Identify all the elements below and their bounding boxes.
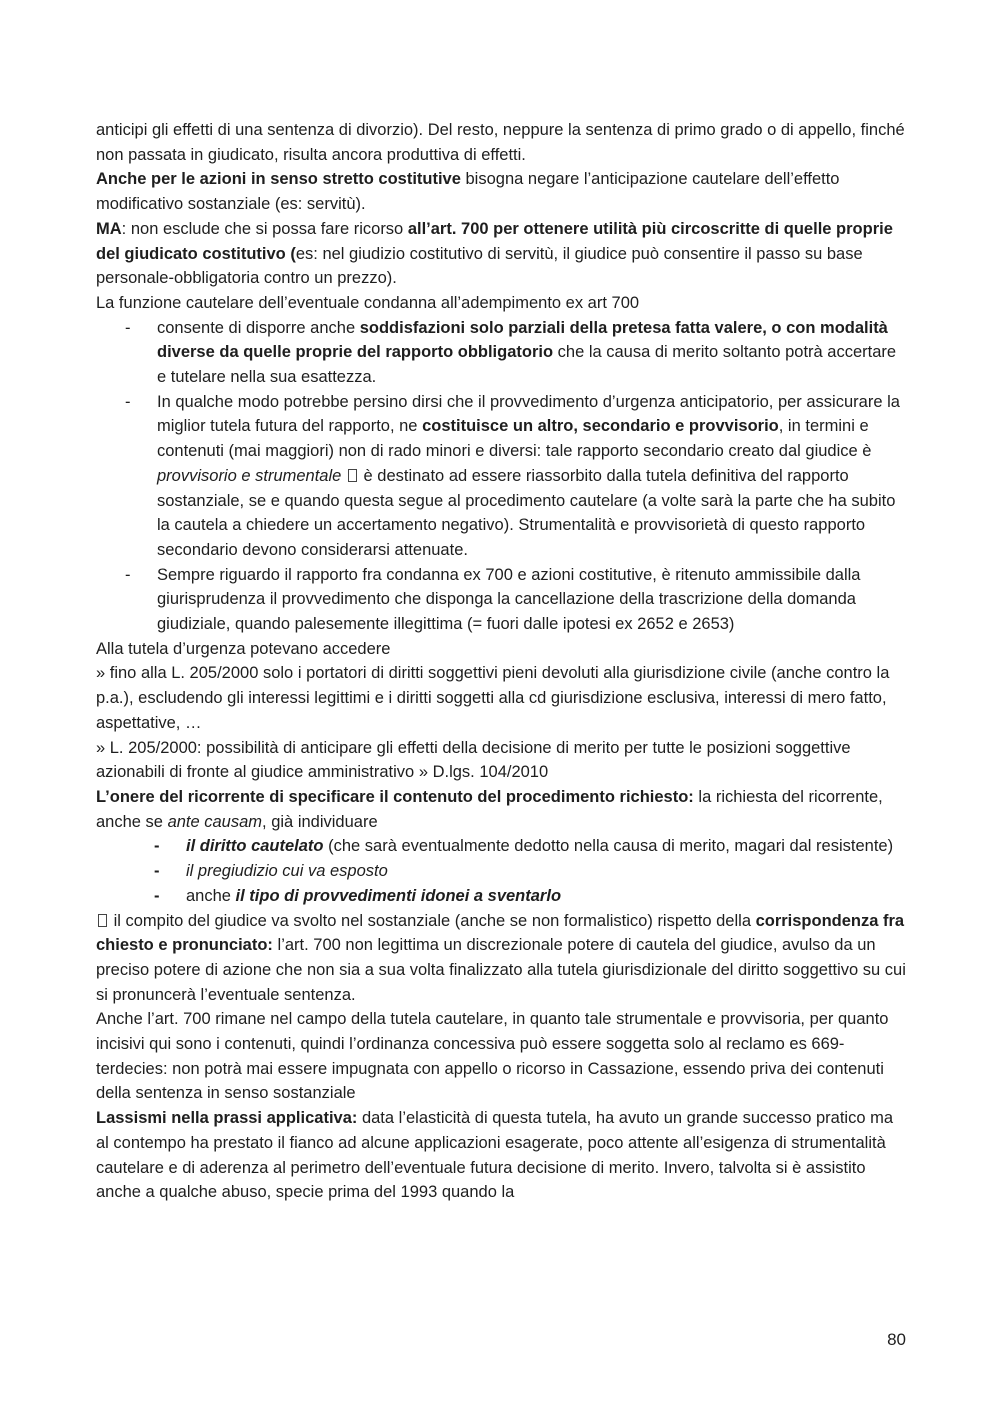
document-page: [96, 118, 906, 1205]
paragraph-2: Anche per le azioni in senso stretto costitutive bisogna negare l’anticipazione cautelare dell’effetto modificativo sostanziale (es: servitù).: [96, 170, 840, 214]
paragraph-10: Anche l’art. 700 rimane nel campo della tutela cautelare, in quanto tale strumentale e provvisoria, per quanto incisivi qui sono i contenuti, quindi l’ordinanza concessiva può essere soggetta solo al reclamo es 669-terdecies: non potrà mai essere impugnata con appello o ricorso in Cassazione, essendo priva dei contenuti della sentenza in senso sostanziale: [96, 1010, 889, 1103]
paragraph-1: anticipi gli effetti di una sentenza di divorzio). Del resto, neppure la sentenza di primo grado o di appello, finché non passata in giudicato, risulta ancora produttiva di effetti.: [96, 121, 905, 164]
dash-list-2: [96, 834, 906, 908]
paragraph-8: L’onere del ricorrente di specificare il contenuto del procedimento richiesto: la richiesta del ricorrente, anche se ante causam, già individuare: [96, 787, 883, 831]
list-item: - anche il tipo di provvedimenti idonei a sventarlo: [154, 886, 562, 905]
list-item: - consente di disporre anche soddisfazioni solo parziali della pretesa fatta valere, o con modalità diverse da quelle proprie del rapporto obbligatorio che la causa di merito soltanto potrà accertare e tutelare nella sua esattezza.: [125, 318, 897, 387]
paragraph-6: » fino alla L. 205/2000 solo i portatori di diritti soggettivi pieni devoluti alla giurisdizione civile (anche contro la p.a.), escludendo gli interessi legittimi e i diritti soggetti alla cd giurisdizione esclusiva, interessi di mero fatto, aspettative, …: [96, 664, 890, 732]
list-item: - Sempre riguardo il rapporto fra condanna ex 700 e azioni costitutive, è ritenuto ammissibile dalla giurisprudenza il provvedimento che disponga la cancellazione della trascrizione della domanda giudiziale, quando palesemente illegittima (= fuori dalle ipotesi ex 2652 e 2653): [125, 565, 861, 634]
dash-list-1: [96, 316, 906, 637]
paragraph-7: » L. 205/2000: possibilità di anticipare gli effetti della decisione di merito per tutte le posizioni soggettive azionabili di fronte al giudice amministrativo » D.lgs. 104/2010: [96, 738, 851, 782]
paragraph-3: MA: non esclude che si possa fare ricorso all’art. 700 per ottenere utilità più circoscritte di quelle proprie del giudicato costitutivo (es: nel giudizio costitutivo di servitù, il giudice può consentire il passo su base personale-obbligatoria contro un prezzo).: [96, 219, 893, 288]
missing-glyph-arrow-icon: [98, 914, 107, 927]
list-item: - il pregiudizio cui va esposto: [154, 862, 388, 881]
paragraph-9: il compito del giudice va svolto nel sostanziale (anche se non formalistico) rispetto della corrispondenza fra chiesto e pronunciato: l’art. 700 non legittima un discrezionale potere di cautela del giudice, avulso da un preciso potere di azione che non sia a sua volta finalizzato alla tutela giurisdizionale del diritto soggettivo su cui si pronuncerà l’eventuale sentenza.: [96, 911, 906, 1004]
list-item: - il diritto cautelato (che sarà eventualmente dedotto nella causa di merito, magari dal resistente): [154, 837, 894, 856]
missing-glyph-arrow-icon: [348, 469, 357, 482]
paragraph-4: La funzione cautelare dell’eventuale condanna all’adempimento ex art 700: [96, 293, 640, 312]
paragraph-11: Lassismi nella prassi applicativa: data l’elasticità di questa tutela, ha avuto un grande successo pratico ma al contempo ha prestato il fianco ad alcune applicazioni esagerate, poco attente all’esigenza di strumentalità cautelare e di aderenza al perimetro dell’eventuale futura decisione di merito. Invero, talvolta si è assistito anche a qualche abuso, specie prima del 1993 quando la: [96, 1109, 894, 1202]
page-number: 80: [887, 1330, 906, 1349]
bold-text: Anche per le azioni in senso stretto costitutive: [96, 170, 461, 189]
list-item: - In qualche modo potrebbe persino dirsi che il provvedimento d’urgenza anticipatorio, per assicurare la miglior tutela futura del rapporto, ne costituisce un altro, secondario e provvisorio, in termini e contenuti (mai maggiori) non di rado minori e diversi: tale rapporto secondario creato dal giudice è provvisorio e strumentale è destinato ad essere riassorbito dalla tutela definitiva del rapporto sostanziale, se e quando questa segue al procedimento cautelare (a volte sarà la parte che ha subito la cautela a chiedere un accertamento negativo). Strumentalità e provvisorietà di questo rapporto secondario devono considerarsi attenuate.: [125, 392, 900, 559]
paragraph-5: Alla tutela d’urgenza potevano accedere: [96, 639, 391, 658]
